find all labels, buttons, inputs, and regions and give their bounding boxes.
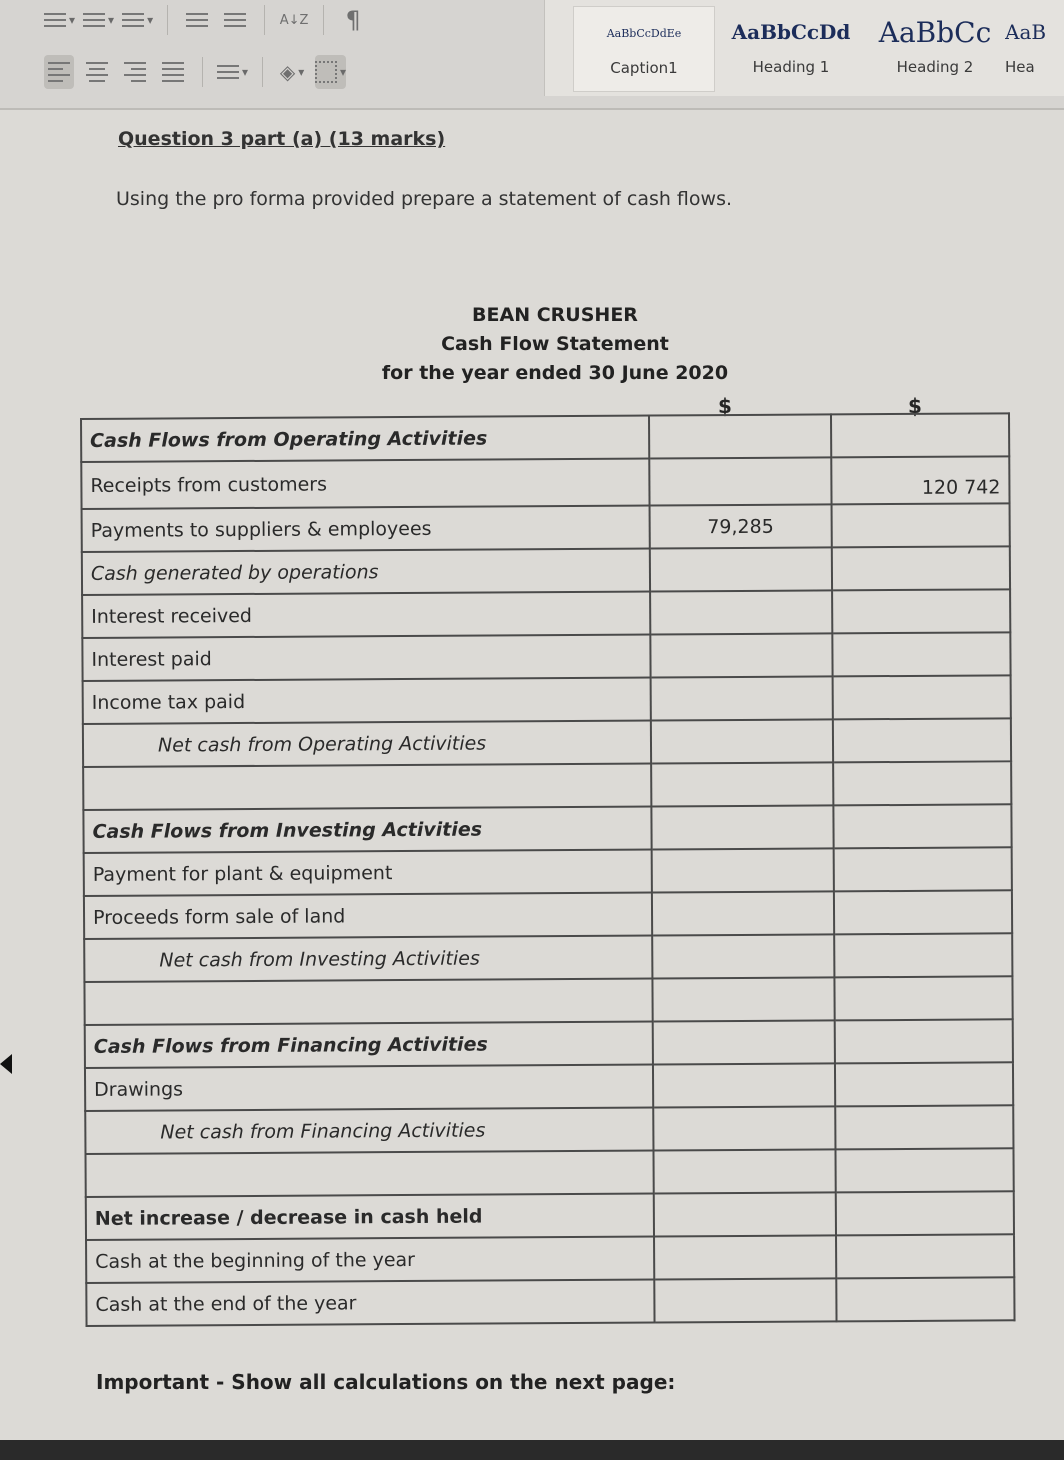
total-cell[interactable] — [834, 890, 1013, 934]
total-cell[interactable] — [833, 804, 1012, 848]
chevron-down-icon: ▾ — [108, 13, 115, 27]
net-investing-label[interactable]: Net cash from Investing Activities — [84, 936, 652, 982]
amount-cell[interactable] — [653, 1106, 835, 1150]
show-formatting-button[interactable] — [338, 3, 368, 37]
ribbon-row-alignment — [44, 52, 354, 92]
mouse-pointer-icon — [0, 1054, 12, 1074]
amount-cell[interactable] — [650, 590, 832, 634]
amount-cell[interactable] — [650, 547, 832, 591]
table-row — [81, 456, 1009, 509]
table-row — [84, 976, 1012, 1025]
net-operating-label[interactable]: Net cash from Operating Activities — [83, 721, 651, 767]
justify-icon — [162, 58, 184, 86]
total-cell[interactable] — [833, 847, 1012, 891]
toolbar-divider — [202, 57, 203, 87]
statement-period: for the year ended 30 June 2020 — [381, 362, 729, 384]
amount-cell[interactable] — [649, 414, 831, 458]
receipts-total-cell[interactable]: 120 742 — [831, 456, 1010, 504]
row-label[interactable]: Receipts from customers — [81, 459, 649, 509]
word-ribbon — [0, 0, 1064, 110]
numbered-list-button[interactable] — [83, 3, 114, 37]
total-cell[interactable] — [836, 1234, 1015, 1278]
table-row — [85, 1105, 1013, 1154]
ribbon-row-lists — [44, 0, 376, 40]
chevron-down-icon: ▾ — [147, 13, 154, 27]
question-instruction: Using the pro forma provided prepare a statement of cash flows. — [116, 188, 733, 210]
multilevel-list-icon — [122, 9, 144, 31]
amount-cell[interactable] — [651, 719, 833, 763]
amount-cell[interactable] — [654, 1235, 836, 1279]
blank-cell[interactable] — [85, 1151, 653, 1197]
numbered-list-icon — [83, 9, 105, 31]
decrease-indent-button[interactable] — [182, 3, 212, 37]
line-spacing-icon — [217, 61, 239, 83]
total-cell[interactable] — [835, 1105, 1014, 1149]
align-center-button[interactable] — [82, 55, 112, 89]
table-row — [83, 718, 1011, 767]
row-label[interactable]: Proceeds form sale of land — [84, 893, 652, 939]
bullet-list-icon — [44, 9, 66, 31]
sort-button[interactable] — [279, 3, 309, 37]
operating-section-header[interactable]: Cash Flows from Operating Activities — [81, 416, 649, 462]
total-cell[interactable] — [832, 675, 1011, 719]
table-row — [83, 804, 1011, 853]
table-row — [82, 503, 1010, 552]
total-cell[interactable] — [832, 632, 1011, 676]
net-financing-label[interactable]: Net cash from Financing Activities — [85, 1108, 653, 1154]
amount-cell[interactable] — [653, 1063, 835, 1107]
total-cell[interactable] — [835, 1062, 1014, 1106]
align-left-button[interactable] — [44, 55, 74, 89]
style-sample: AaBbCc — [878, 15, 992, 49]
decrease-indent-icon — [186, 9, 208, 31]
total-cell[interactable] — [832, 589, 1011, 633]
style-label: Hea — [1005, 58, 1035, 76]
style-caption1[interactable] — [573, 6, 715, 92]
style-heading-3[interactable] — [1005, 6, 1064, 90]
multilevel-list-button[interactable] — [122, 3, 153, 37]
financing-section-header[interactable]: Cash Flows from Financing Activities — [85, 1022, 653, 1068]
total-cell[interactable] — [835, 1148, 1014, 1192]
amount-cell[interactable] — [651, 805, 833, 849]
total-cell[interactable] — [831, 546, 1010, 590]
amount-cell[interactable] — [654, 1149, 836, 1193]
align-right-button[interactable] — [120, 55, 150, 89]
total-cell[interactable] — [832, 718, 1011, 762]
increase-indent-button[interactable] — [220, 3, 250, 37]
row-label[interactable]: Payment for plant & equipment — [84, 850, 652, 896]
cash-flow-table — [80, 412, 1016, 1327]
align-right-icon — [124, 58, 146, 86]
justify-button[interactable] — [158, 55, 188, 89]
row-label[interactable]: Drawings — [85, 1065, 653, 1111]
toolbar-divider — [262, 57, 263, 87]
amount-cell[interactable] — [654, 1192, 836, 1236]
shading-button[interactable] — [277, 55, 307, 89]
toolbar-divider — [264, 5, 265, 35]
statement-title: Cash Flow Statement — [441, 333, 669, 355]
total-cell[interactable] — [831, 413, 1010, 457]
row-label[interactable]: Payments to suppliers & employees — [82, 506, 650, 552]
table-row — [84, 933, 1012, 982]
style-heading-2[interactable] — [865, 6, 1005, 90]
table-row — [85, 1148, 1013, 1197]
style-label: Heading 1 — [752, 58, 830, 76]
total-cell[interactable] — [834, 976, 1013, 1020]
row-label[interactable]: Cash at the beginning of the year — [86, 1237, 654, 1283]
style-sample: AaBbCcDdEe — [606, 26, 682, 40]
row-label[interactable]: Cash at the end of the year — [86, 1280, 654, 1326]
pilcrow-icon: ¶ — [345, 6, 361, 34]
total-cell[interactable] — [835, 1191, 1014, 1235]
row-label[interactable]: Cash generated by operations — [82, 549, 650, 595]
table-row — [86, 1191, 1014, 1240]
table-row — [83, 675, 1011, 724]
total-cell[interactable] — [831, 503, 1010, 547]
toolbar-divider — [167, 5, 168, 35]
total-cell[interactable] — [834, 1019, 1013, 1063]
toolbar-divider — [323, 5, 324, 35]
table-row — [82, 632, 1010, 681]
amount-cell[interactable] — [654, 1278, 836, 1322]
column-header-dollar-1: $ — [718, 394, 732, 418]
row-label[interactable]: Interest paid — [82, 635, 650, 681]
table-row — [82, 546, 1010, 595]
amount-cell[interactable] — [650, 633, 832, 677]
chevron-down-icon: ▾ — [242, 65, 249, 79]
table-row — [82, 589, 1010, 638]
line-spacing-button[interactable] — [217, 55, 248, 89]
amount-cell[interactable] — [651, 762, 833, 806]
amount-cell[interactable] — [652, 934, 834, 978]
amount-cell[interactable] — [653, 1020, 835, 1064]
row-label[interactable]: Interest received — [82, 592, 650, 638]
table-row — [86, 1277, 1014, 1326]
amount-cell[interactable] — [653, 977, 835, 1021]
table-row — [84, 847, 1012, 896]
table-row — [85, 1019, 1013, 1068]
table-row — [85, 1062, 1013, 1111]
blank-cell[interactable] — [84, 979, 652, 1025]
chevron-down-icon: ▾ — [340, 65, 347, 79]
table-row — [81, 413, 1009, 462]
borders-button[interactable] — [315, 55, 346, 89]
company-name: BEAN CRUSHER — [472, 304, 638, 326]
total-cell[interactable] — [836, 1277, 1015, 1321]
total-cell[interactable] — [834, 933, 1013, 977]
chevron-down-icon: ▾ — [298, 65, 305, 79]
table-row — [84, 890, 1012, 939]
increase-indent-icon — [224, 9, 246, 31]
align-left-icon — [48, 58, 70, 86]
net-change-label[interactable]: Net increase / decrease in cash held — [86, 1194, 654, 1240]
amount-cell[interactable] — [651, 676, 833, 720]
payments-amount-cell[interactable]: 79,285 — [650, 504, 832, 548]
style-sample: AaB — [1005, 20, 1047, 44]
row-label[interactable]: Income tax paid — [83, 678, 651, 724]
screen-bezel — [0, 1440, 1064, 1460]
bullet-list-button[interactable] — [44, 3, 75, 37]
important-note: Important - Show all calculations on the next page: — [96, 1370, 676, 1394]
amount-cell[interactable] — [649, 457, 831, 505]
borders-icon — [315, 61, 337, 83]
amount-cell[interactable] — [652, 891, 834, 935]
question-title: Question 3 part (a) (13 marks) — [118, 128, 446, 150]
styles-gallery — [544, 0, 1064, 96]
total-cell[interactable] — [833, 761, 1012, 805]
table-row — [83, 761, 1011, 810]
align-center-icon — [86, 58, 108, 86]
style-sample: AaBbCcDd — [731, 20, 851, 44]
style-heading-1[interactable] — [721, 6, 861, 90]
style-label: Heading 2 — [896, 58, 974, 76]
column-header-dollar-2: $ — [908, 394, 922, 418]
paint-bucket-icon: ◈ — [279, 60, 296, 84]
chevron-down-icon: ▾ — [69, 13, 76, 27]
amount-cell[interactable] — [652, 848, 834, 892]
style-label: Caption1 — [610, 59, 678, 77]
blank-cell[interactable] — [83, 764, 651, 810]
investing-section-header[interactable]: Cash Flows from Investing Activities — [83, 807, 651, 853]
table-row — [86, 1234, 1014, 1283]
sort-icon: A↓Z — [279, 12, 309, 28]
